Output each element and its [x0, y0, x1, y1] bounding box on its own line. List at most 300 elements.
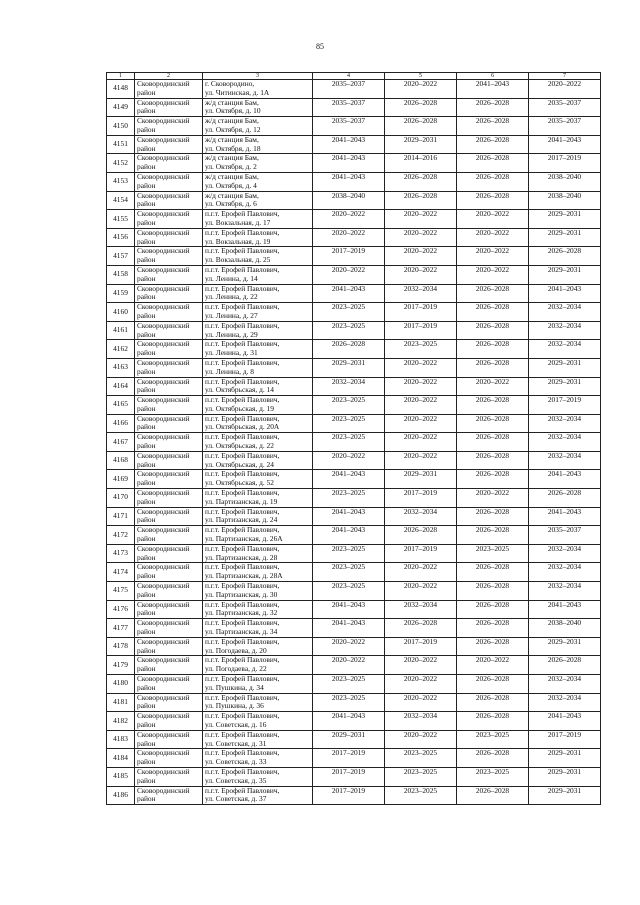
district-cell [135, 172, 203, 191]
period-cell-col4 [313, 730, 385, 749]
district-cell-line: Сковородинский [137, 507, 190, 516]
table-row [107, 358, 601, 377]
period-cell-col5 [385, 80, 457, 99]
period-cell-col6 [457, 656, 529, 675]
district-cell-line: Сковородинский [137, 302, 190, 312]
period-cell-col6-line: 2026–2028 [475, 600, 510, 609]
period-cell-col7-line: 2017–2019 [547, 395, 582, 405]
row-number-cell [107, 358, 135, 377]
district-cell [135, 544, 203, 563]
period-cell-col4-line: 2026–2028 [331, 339, 366, 349]
district-cell-line: Сковородинский [137, 469, 190, 479]
period-cell-col7-line: 2029–2031 [547, 637, 582, 646]
table-row [107, 582, 601, 601]
period-cell-col5-line: 2017–2019 [403, 488, 438, 498]
address-cell [203, 172, 313, 191]
row-number-cell-line: 4174 [113, 566, 128, 576]
district-cell [135, 656, 203, 675]
row-number-cell-line: 4171 [113, 511, 128, 521]
period-cell-col6 [457, 117, 529, 136]
address-cell-line: п.г.т. Ерофей Павлович, [205, 525, 280, 535]
period-cell-col4 [313, 470, 385, 489]
address-cell-line: ул. Октября, д. 12 [205, 124, 261, 134]
address-cell-line: ул. Октябрьская, д. 52 [205, 478, 274, 488]
district-cell-line: район [137, 106, 156, 116]
address-cell [203, 693, 313, 712]
period-cell-col5 [385, 172, 457, 191]
period-cell-col7 [529, 693, 601, 712]
period-cell-col7 [529, 98, 601, 117]
district-cell-line: район [137, 124, 156, 134]
address-cell-line: ул. Октября, д. 10 [205, 106, 261, 116]
address-cell-line: ул. Октября, д. 6 [205, 199, 257, 209]
district-cell [135, 693, 203, 712]
period-cell-col4 [313, 507, 385, 526]
period-cell-col7-line: 2032–2034 [547, 451, 582, 460]
address-cell-line: п.г.т. Ерофей Павлович, [205, 488, 280, 498]
period-cell-col4-line: 2023–2025 [331, 693, 366, 702]
district-cell-line: район [137, 534, 156, 544]
district-cell [135, 563, 203, 582]
period-cell-col4 [313, 172, 385, 191]
period-cell-col7-line: 2026–2028 [547, 488, 582, 498]
address-cell [203, 730, 313, 749]
row-number-cell-line: 4167 [113, 436, 128, 446]
period-cell-col4 [313, 191, 385, 210]
row-number-cell [107, 172, 135, 191]
period-cell-col6 [457, 303, 529, 322]
address-cell-line: п.г.т. Ерофей Павлович, [205, 209, 280, 219]
address-cell-line: п.г.т. Ерофей Павлович, [205, 321, 280, 330]
period-cell-col7 [529, 470, 601, 489]
row-number-cell-line: 4160 [113, 306, 128, 316]
period-cell-col5-line: 2020–2022 [403, 451, 438, 460]
period-cell-col6 [457, 228, 529, 247]
row-number-cell-line: 4177 [113, 622, 128, 632]
period-cell-col6-line: 2026–2028 [475, 786, 510, 795]
row-number-cell-line: 4173 [113, 548, 128, 558]
period-cell-col5 [385, 656, 457, 675]
table-row [107, 489, 601, 508]
column-number: 5 [385, 73, 457, 80]
period-cell-col7-line: 2032–2034 [547, 544, 582, 553]
table-row [107, 637, 601, 656]
period-cell-col4-line: 2020–2022 [331, 265, 366, 274]
period-cell-col4-line: 2023–2025 [331, 544, 366, 553]
column-number-row [107, 73, 601, 80]
table-row [107, 563, 601, 582]
period-cell-col5 [385, 396, 457, 415]
district-cell-line: район [137, 701, 156, 711]
row-number-cell-line: 4181 [113, 696, 128, 706]
period-cell-col7 [529, 377, 601, 396]
period-cell-col5 [385, 451, 457, 470]
address-cell-line: п.г.т. Ерофей Павлович, [205, 377, 280, 386]
period-cell-col7 [529, 191, 601, 210]
column-number: 4 [313, 73, 385, 80]
district-cell [135, 247, 203, 266]
district-cell-line: Сковородинский [137, 562, 190, 572]
period-cell-col6-line: 2026–2028 [475, 469, 510, 479]
column-number: 3 [203, 73, 313, 80]
district-cell [135, 470, 203, 489]
district-cell-line: Сковородинский [137, 191, 190, 200]
address-cell [203, 507, 313, 526]
period-cell-col7-line: 2035–2037 [547, 116, 582, 126]
period-cell-col5-line: 2026–2028 [403, 116, 438, 126]
district-cell-line: район [137, 794, 156, 804]
row-number-cell-line: 4159 [113, 287, 128, 297]
address-cell-line: ул. Вокзальная, д. 19 [205, 236, 271, 246]
row-number-cell [107, 117, 135, 136]
period-cell-col6 [457, 470, 529, 489]
period-cell-col5 [385, 284, 457, 303]
district-cell [135, 210, 203, 229]
period-cell-col7 [529, 414, 601, 433]
district-cell-line: Сковородинский [137, 525, 190, 535]
district-cell-line: район [137, 143, 156, 153]
district-cell [135, 414, 203, 433]
row-number-cell [107, 396, 135, 415]
period-cell-col4 [313, 377, 385, 396]
period-cell-col5 [385, 619, 457, 638]
district-cell [135, 117, 203, 136]
row-number-cell [107, 210, 135, 229]
address-cell-line: ул. Пушкина, д. 36 [205, 701, 264, 711]
address-cell-line: ул. Партизанская, д. 28А [205, 571, 283, 581]
table-row [107, 154, 601, 173]
period-cell-col6-line: 2020–2022 [475, 246, 510, 256]
district-cell-line: район [137, 608, 156, 618]
period-cell-col6-line: 2026–2028 [475, 637, 510, 646]
district-cell-line: район [137, 255, 156, 265]
period-cell-col7-line: 2038–2040 [547, 618, 582, 628]
address-cell-line: п.г.т. Ерофей Павлович, [205, 246, 280, 256]
address-cell [203, 433, 313, 452]
period-cell-col5 [385, 712, 457, 731]
row-number-cell [107, 582, 135, 601]
period-cell-col7 [529, 135, 601, 154]
address-cell [203, 154, 313, 173]
row-number-cell [107, 470, 135, 489]
district-cell [135, 507, 203, 526]
table-row [107, 507, 601, 526]
period-cell-col4-line: 2041–2043 [331, 135, 366, 144]
district-cell [135, 191, 203, 210]
period-cell-col7 [529, 80, 601, 99]
period-cell-col6-line: 2026–2028 [475, 674, 510, 683]
row-number-cell-line: 4168 [113, 455, 128, 465]
address-cell [203, 749, 313, 768]
period-cell-col5-line: 2017–2019 [403, 321, 438, 330]
period-cell-col5-line: 2026–2028 [403, 525, 438, 535]
period-cell-col7-line: 2029–2031 [547, 748, 582, 758]
address-cell [203, 563, 313, 582]
period-cell-col7-line: 2038–2040 [547, 172, 582, 181]
period-cell-col4-line: 2023–2025 [331, 321, 366, 330]
period-cell-col4 [313, 712, 385, 731]
row-number-cell-line: 4169 [113, 473, 128, 483]
address-cell-line: ул. Октября, д. 18 [205, 143, 261, 153]
table-row [107, 693, 601, 712]
column-number: 6 [457, 73, 529, 80]
address-cell-line: п.г.т. Ерофей Павлович, [205, 228, 280, 237]
period-cell-col7 [529, 321, 601, 340]
address-cell [203, 210, 313, 229]
row-number-cell [107, 377, 135, 396]
period-cell-col6-line: 2026–2028 [475, 748, 510, 758]
period-cell-col4-line: 2038–2040 [331, 191, 366, 200]
district-cell-line: Сковородинский [137, 79, 190, 88]
period-cell-col4-line: 2017–2019 [331, 748, 366, 758]
address-cell-line: ж/д станция Бам, [205, 135, 259, 144]
table-row [107, 117, 601, 136]
district-cell [135, 321, 203, 340]
row-number-cell [107, 228, 135, 247]
period-cell-col6 [457, 563, 529, 582]
period-cell-col6 [457, 526, 529, 545]
district-cell [135, 228, 203, 247]
period-cell-col4 [313, 396, 385, 415]
table-row [107, 786, 601, 805]
period-cell-col7-line: 2032–2034 [547, 674, 582, 683]
period-cell-col5-line: 2017–2019 [403, 637, 438, 646]
district-cell-line: район [137, 757, 156, 767]
address-cell-line: п.г.т. Ерофей Павлович, [205, 414, 280, 423]
period-cell-col7-line: 2026–2028 [547, 655, 582, 665]
row-number-cell-line: 4149 [113, 101, 128, 111]
address-cell [203, 544, 313, 563]
row-number-cell-line: 4150 [113, 120, 128, 130]
period-cell-col7-line: 2029–2031 [547, 767, 582, 776]
period-cell-col5 [385, 767, 457, 786]
period-cell-col4-line: 2023–2025 [331, 488, 366, 498]
row-number-cell [107, 265, 135, 284]
district-cell-line: район [137, 162, 156, 172]
period-cell-col5 [385, 582, 457, 601]
address-cell [203, 80, 313, 99]
address-cell-line: ул. Советская, д. 31 [205, 738, 267, 748]
district-cell [135, 582, 203, 601]
row-number-cell-line: 4151 [113, 139, 128, 149]
district-cell-line: Сковородинский [137, 637, 190, 646]
district-cell [135, 154, 203, 173]
row-number-cell [107, 284, 135, 303]
period-cell-col7-line: 2029–2031 [547, 786, 582, 795]
period-cell-col6 [457, 414, 529, 433]
district-cell [135, 135, 203, 154]
row-number-cell-line: 4182 [113, 715, 128, 725]
period-cell-col4-line: 2041–2043 [331, 600, 366, 609]
period-cell-col4 [313, 210, 385, 229]
row-number-cell [107, 544, 135, 563]
row-number-cell [107, 191, 135, 210]
address-cell [203, 470, 313, 489]
period-cell-col5 [385, 563, 457, 582]
period-cell-col6 [457, 247, 529, 266]
period-cell-col4-line: 2041–2043 [331, 469, 366, 479]
row-number-cell-line: 4178 [113, 641, 128, 651]
period-cell-col5-line: 2020–2022 [403, 209, 438, 219]
row-number-cell-line: 4162 [113, 343, 128, 353]
district-cell-line: Сковородинский [137, 135, 190, 144]
row-number-cell-line: 4154 [113, 194, 128, 204]
district-cell-line: район [137, 422, 156, 432]
period-cell-col4-line: 2029–2031 [331, 730, 366, 739]
period-cell-col7 [529, 507, 601, 526]
address-cell-line: ул. Октября, д. 2 [205, 162, 257, 172]
district-cell-line: Сковородинский [137, 618, 190, 628]
district-cell-line: Сковородинский [137, 767, 190, 776]
address-cell [203, 451, 313, 470]
period-cell-col7-line: 2032–2034 [547, 562, 582, 572]
period-cell-col4 [313, 563, 385, 582]
district-cell-line: Сковородинский [137, 116, 190, 126]
address-cell [203, 637, 313, 656]
period-cell-col6-line: 2026–2028 [475, 581, 510, 591]
address-cell-line: ул. Октябрьская, д. 22 [205, 441, 274, 451]
period-cell-col6 [457, 600, 529, 619]
table-row [107, 80, 601, 99]
district-cell-line: Сковородинский [137, 209, 190, 219]
period-cell-col5-line: 2023–2025 [403, 786, 438, 795]
period-cell-col7-line: 2038–2040 [547, 191, 582, 200]
period-cell-col7 [529, 396, 601, 415]
table-row [107, 451, 601, 470]
period-cell-col7-line: 2017–2019 [547, 153, 582, 163]
district-cell-line: район [137, 441, 156, 451]
row-number-cell [107, 414, 135, 433]
period-cell-col5-line: 2020–2022 [403, 730, 438, 739]
period-cell-col4-line: 2023–2025 [331, 674, 366, 683]
address-cell-line: ул. Ленина, д. 8 [205, 366, 254, 376]
period-cell-col6 [457, 544, 529, 563]
period-cell-col4 [313, 637, 385, 656]
period-cell-col4 [313, 247, 385, 266]
period-cell-col6 [457, 191, 529, 210]
period-cell-col4-line: 2041–2043 [331, 711, 366, 721]
row-number-cell-line: 4183 [113, 734, 128, 744]
period-cell-col5-line: 2023–2025 [403, 767, 438, 776]
address-cell-line: п.г.т. Ерофей Павлович, [205, 395, 280, 405]
district-cell-line: район [137, 589, 156, 599]
district-cell-line: район [137, 496, 156, 506]
address-cell-line: п.г.т. Ерофей Павлович, [205, 711, 280, 721]
period-cell-col7-line: 2041–2043 [547, 711, 582, 721]
address-cell [203, 117, 313, 136]
district-cell-line: район [137, 292, 156, 302]
row-number-cell [107, 507, 135, 526]
period-cell-col6-line: 2026–2028 [475, 135, 510, 144]
address-cell-line: ул. Октября, д. 4 [205, 180, 257, 190]
address-cell-line: ул. Партизанская, д. 24 [205, 515, 278, 525]
period-cell-col5 [385, 470, 457, 489]
period-cell-col4-line: 2017–2019 [331, 246, 366, 256]
period-cell-col6-line: 2026–2028 [475, 432, 510, 442]
period-cell-col6-line: 2026–2028 [475, 98, 510, 107]
period-cell-col4 [313, 228, 385, 247]
row-number-cell-line: 4166 [113, 418, 128, 428]
period-cell-col5 [385, 637, 457, 656]
address-cell-line: п.г.т. Ерофей Павлович, [205, 302, 280, 312]
period-cell-col4-line: 2032–2034 [331, 377, 366, 386]
district-cell [135, 284, 203, 303]
address-cell-line: ул. Пушкина, д. 34 [205, 682, 264, 692]
period-cell-col7-line: 2032–2034 [547, 321, 582, 330]
row-number-cell [107, 767, 135, 786]
period-cell-col4-line: 2035–2037 [331, 116, 366, 126]
period-cell-col5-line: 2026–2028 [403, 98, 438, 107]
period-cell-col7-line: 2041–2043 [547, 284, 582, 293]
address-cell-line: ул. Ленина, д. 22 [205, 292, 258, 302]
address-cell-line: п.г.т. Ерофей Павлович, [205, 786, 280, 795]
district-cell-line: Сковородинский [137, 674, 190, 683]
period-cell-col5 [385, 265, 457, 284]
address-cell-line: п.г.т. Ерофей Павлович, [205, 265, 280, 274]
period-cell-col6 [457, 582, 529, 601]
period-cell-col7 [529, 228, 601, 247]
district-cell-line: район [137, 775, 156, 785]
table-row [107, 656, 601, 675]
address-cell-line: п.г.т. Ерофей Павлович, [205, 507, 280, 516]
period-cell-col6-line: 2026–2028 [475, 507, 510, 516]
period-cell-col6 [457, 712, 529, 731]
period-cell-col4-line: 2041–2043 [331, 618, 366, 628]
period-cell-col4 [313, 265, 385, 284]
period-cell-col4-line: 2020–2022 [331, 451, 366, 460]
period-cell-col6-line: 2026–2028 [475, 525, 510, 535]
period-cell-col7-line: 2041–2043 [547, 469, 582, 479]
period-cell-col7-line: 2032–2034 [547, 693, 582, 702]
district-cell-line: Сковородинский [137, 377, 190, 386]
period-cell-col7 [529, 619, 601, 638]
period-cell-col6 [457, 637, 529, 656]
district-cell [135, 526, 203, 545]
table-row [107, 191, 601, 210]
period-cell-col5-line: 2014–2016 [403, 153, 438, 163]
period-cell-col5 [385, 377, 457, 396]
district-cell-line: Сковородинский [137, 711, 190, 721]
period-cell-col6-line: 2026–2028 [475, 339, 510, 349]
period-cell-col5 [385, 526, 457, 545]
district-cell-line: район [137, 385, 156, 395]
period-cell-col5 [385, 210, 457, 229]
row-number-cell [107, 489, 135, 508]
district-cell-line: Сковородинский [137, 432, 190, 442]
period-cell-col5 [385, 321, 457, 340]
row-number-cell [107, 786, 135, 805]
period-cell-col4-line: 2041–2043 [331, 284, 366, 293]
district-cell-line: Сковородинский [137, 98, 190, 107]
period-cell-col7 [529, 730, 601, 749]
row-number-cell [107, 712, 135, 731]
period-cell-col6 [457, 767, 529, 786]
period-cell-col7 [529, 265, 601, 284]
period-cell-col7 [529, 675, 601, 694]
table-row [107, 265, 601, 284]
period-cell-col7 [529, 358, 601, 377]
row-number-cell [107, 637, 135, 656]
address-cell [203, 656, 313, 675]
table-row [107, 544, 601, 563]
address-cell [203, 396, 313, 415]
period-cell-col6-line: 2026–2028 [475, 618, 510, 628]
period-cell-col4 [313, 619, 385, 638]
period-cell-col4 [313, 80, 385, 99]
period-cell-col5-line: 2032–2034 [403, 507, 438, 516]
period-cell-col5 [385, 117, 457, 136]
period-cell-col7-line: 2017–2019 [547, 730, 582, 739]
